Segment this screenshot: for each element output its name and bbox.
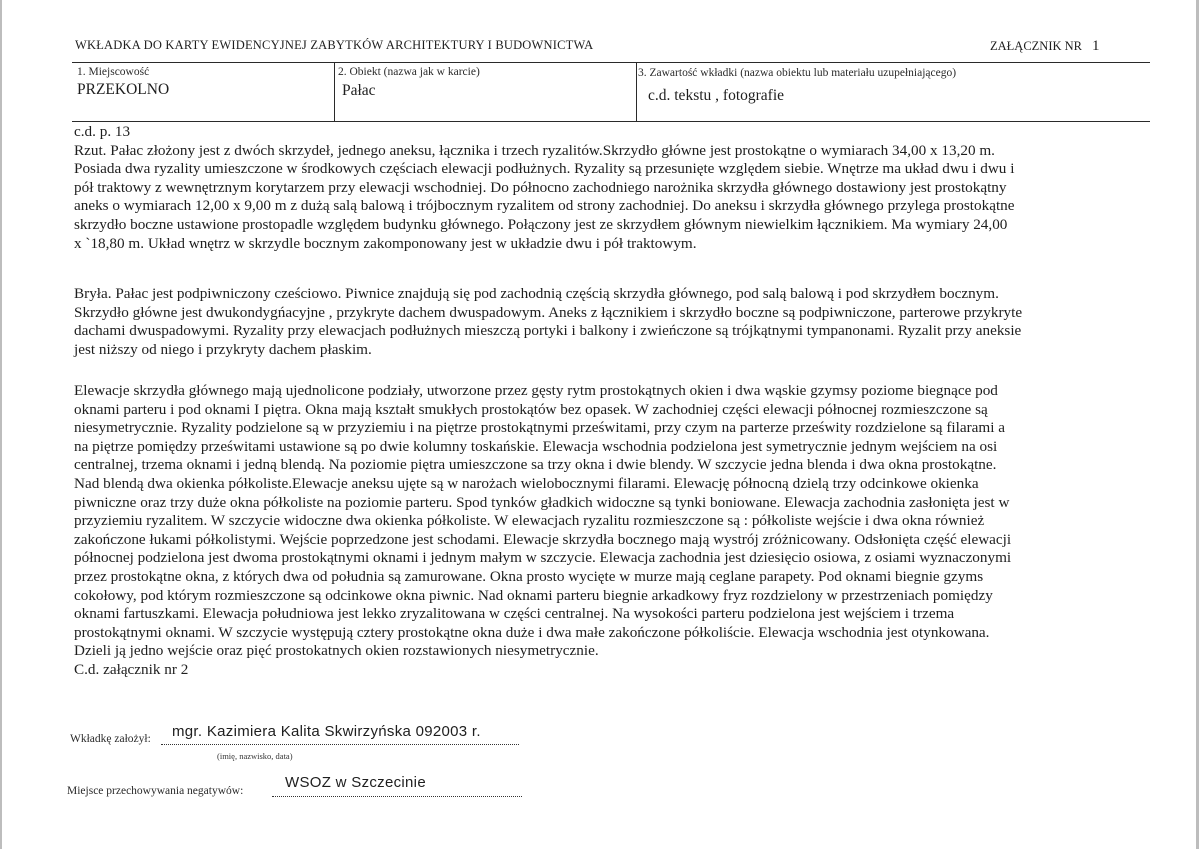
attachment-number: 1 <box>1092 38 1100 54</box>
object-label: 2. Obiekt (nazwa jak w karcie) <box>338 66 480 78</box>
compiled-by-value: mgr. Kazimiera Kalita Skwirzyńska 092003 r. <box>172 723 481 740</box>
object-value: Pałac <box>342 82 376 99</box>
storage-value: WSOZ w Szczecinie <box>285 774 426 791</box>
compiled-by-line <box>161 744 519 745</box>
attachment-label: ZAŁĄCZNIK NR <box>990 39 1083 53</box>
field-divider-1 <box>334 62 335 121</box>
locality-value: PRZEKOLNO <box>77 81 170 98</box>
contents-value: c.d. tekstu , fotografie <box>648 87 785 104</box>
table-bottom-border <box>72 121 1150 122</box>
compiled-by-note: (imię, nazwisko, data) <box>217 751 293 761</box>
scan-edge-left <box>0 0 2 849</box>
contents-label: 3. Zawartość wkładki (nazwa obiektu lub materiału uzupełniającego) <box>638 67 957 79</box>
storage-label: Miejsce przechowywania negatywów: <box>67 785 244 797</box>
table-top-border <box>72 62 1150 63</box>
description-rzut: c.d. p. 13 Rzut. Pałac złożony jest z dwóch skrzydeł, jednego aneksu, łącznika i trzech ryzalitów.Skrzydło główne jest prostokątne o wymiarach 34,00 x 13,20 m. Posiada dwa ryzality umieszczone w środkowych częściach elewacji podłużnych. Ryzality są przesunięte względem siebie. Wnętrze ma układ dwu i dwu i pół traktowy z wewnętrznym korytarzem przy elewacji wschodniej. Do północno zachodniego narożnika skrzydła głównego dostawiony jest prostokątny aneks o wymiarach 12,00 x 9,00 m z dużą salą balową i trójbocznym ryzalitem od strony zachodniej. Do aneksu i skrzydła głównego przylega prostokątne skrzydło boczne ustawione prostopadle względem budynku głównego. Połączony jest ze skrzydłem głównym niewielkim łącznikiem. Ma wymiary 24,00 x `18,80 m. Układ wnętrz w skrzydle bocznym zakomponowany jest w układzie dwu i pół traktowym. <box>74 123 1015 252</box>
attachment-number-block <box>990 38 1100 55</box>
compiled-by-label: Wkładkę założył: <box>70 733 151 745</box>
form-title: WKŁADKA DO KARTY EWIDENCYJNEJ ZABYTKÓW ARCHITEKTURY I BUDOWNICTWA <box>75 38 594 52</box>
storage-line <box>272 796 522 797</box>
description-elewacje: Elewacje skrzydła głównego mają ujednolicone podziały, utworzone przez gęsty rytm prostokątnych okien i dwa wąskie gzymsy poziome biegnące pod oknami parteru i pod oknami I piętra. Okna mają kształt smukłych prostokątów bez opasek. W zachodniej części elewacji północnej rozmieszczone są niesymetrycznie. Ryzality podzielone są w przyziemiu i na piętrze prostokątnymi prześwitami, przy czym na parterze prześwity rozdzielone są filarami a na piętrze pomiędzy prześwitami ustawione są po dwie kolumny toskańskie. Elewacja wschodnia podzielona jest symetrycznie jednym wejściem na osi centralnej, trzema oknami i jedną blendą. Na poziomie piętra umieszczone sa trzy okna i dwie blendy. W szczycie jedna blenda i dwa okna prostokątne. Nad blendą dwa okienka półkoliste.Elewacje aneksu ujęte są w narożach wielobocznymi filarami. Elewację północną dzielą trzy odcinkowe okienka piwniczne oraz trzy duże okna półkoliste na poziomie parteru. Spod tynków gładkich widoczne są tynki boniowane. Elewacja zachodnia zasłonięta jest w przyziemiu ryzalitem. W szczycie widoczne dwa okienka półkoliste. W elewacjach ryzalitu rozmieszczone są : półkoliste wejście i dwa okna również zakończone łukami półkolistymi. Wejście poprzedzone jest schodami. Elewacje skrzydła bocznego mają wystrój zróżnicowany. Odsłonięta część elewacji północnej podzielona jest dwoma prostokątnymi oknami i jednym małym w szczycie. Elewacja zachodnia jest dziesięcio osiowa, z osiami wyznaczonymi przez prostokątne okna, z których dwa od południa są zamurowane. Okna prosto wycięte w murze mają ceglane parapety. Pod oknami biegnie gzyms cokołowy, pod którym rozmieszczone są odcinkowe okna piwnic. Nad oknami parteru biegnie arkadkowy fryz rozdzielony w przestrzeniach pomiędzy oknami fartuszkami. Elewacja południowa jest lekko zryzalitowana w części centralnej. Na wysokości parteru podzielona jest wejściem i trzema prostokątnymi oknami. W szczycie występują cztery prostokątne okna duże i dwa małe zakończone półkoliście. Elewacja wschodnia jest otynkowana. Dzieli ją jedno wejście oraz pięć prostokatnych okien rozstawionych niesymetrycznie. C.d. załącznik nr 2 <box>74 382 1012 678</box>
description-bryla: Bryła. Pałac jest podpiwniczony cześciowo. Piwnice znajdują się pod zachodnią częścią skrzydła głównego, pod salą balową i pod skrzydłem bocznym. Skrzydło główne jest dwukondygńacyjne , przykryte dachem dwuspadowym. Aneks z łącznikiem i skrzydło boczne są podpiwniczone, parterowe przykryte dachami dwuspadowymi. Ryzality przy elewacjach podłużnych mieszczą portyki i balkony i zwieńczone są trójkątnymi tympanonami. Ryzalit przy aneksie jest niższy od niego i przykryty dachem płaskim. <box>74 285 1023 358</box>
field-divider-2 <box>636 62 637 121</box>
locality-label: 1. Miejscowość <box>77 66 150 78</box>
